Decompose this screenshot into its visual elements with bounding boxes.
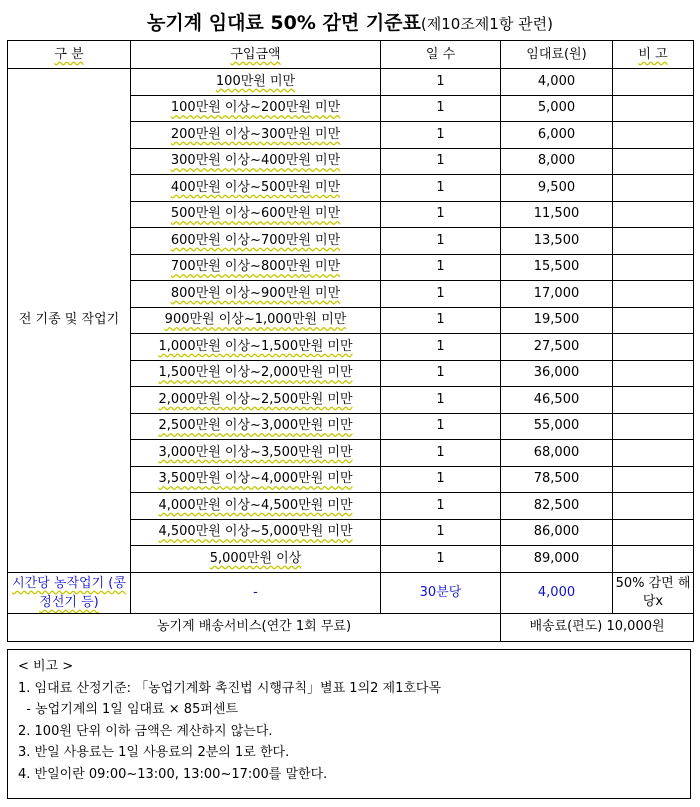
note-cell: [613, 413, 694, 440]
days-cell: 1: [381, 307, 501, 334]
hourly-row: [8, 572, 694, 613]
price-range-cell: 900만원 이상~1,000만원 미만: [131, 307, 381, 334]
days-cell: 1: [381, 201, 501, 228]
fee-cell: 6,000: [501, 122, 613, 149]
days-cell: 1: [381, 360, 501, 387]
days-cell: 1: [381, 69, 501, 96]
price-range-cell: 1,500만원 이상~2,000만원 미만: [131, 360, 381, 387]
fee-cell: 4,000: [501, 69, 613, 96]
price-range-cell: 700만원 이상~800만원 미만: [131, 254, 381, 281]
days-cell: 1: [381, 148, 501, 175]
note-cell: [613, 466, 694, 493]
fee-cell: 15,500: [501, 254, 613, 281]
table-row: [8, 69, 694, 96]
fee-table: [7, 40, 694, 642]
category-cell: 전 기종 및 작업기: [8, 69, 131, 573]
days-cell: 1: [381, 334, 501, 361]
fee-cell: 9,500: [501, 175, 613, 202]
fee-cell: 5,000: [501, 95, 613, 122]
title-main: 농기계 임대료 50% 감면 기준표: [147, 12, 421, 34]
note-cell: [613, 148, 694, 175]
fee-cell: 27,500: [501, 334, 613, 361]
fee-cell: 19,500: [501, 307, 613, 334]
price-range-cell: 5,000만원 이상: [131, 546, 381, 573]
header-fee: 임대료(원): [501, 41, 613, 69]
page-title: [0, 8, 700, 35]
days-cell: 1: [381, 546, 501, 573]
notes-heading: < 비고 >: [18, 659, 74, 674]
days-cell: 1: [381, 413, 501, 440]
days-cell: 1: [381, 95, 501, 122]
days-cell: 1: [381, 175, 501, 202]
fee-cell: 86,000: [501, 519, 613, 546]
days-cell: 1: [381, 466, 501, 493]
price-range-cell: 100만원 이상~200만원 미만: [131, 95, 381, 122]
price-range-cell: 500만원 이상~600만원 미만: [131, 201, 381, 228]
header-days: 일 수: [381, 41, 501, 69]
fee-cell: 36,000: [501, 360, 613, 387]
delivery-fee-cell: 배송료(편도) 10,000원: [501, 613, 694, 641]
note-cell: [613, 360, 694, 387]
note-cell: [613, 387, 694, 414]
note-cell: [613, 334, 694, 361]
note-cell: [613, 440, 694, 467]
note-line: 4. 반일이란 09:00~13:00, 13:00~17:00를 말한다.: [18, 766, 328, 782]
price-range-cell: 2,000만원 이상~2,500만원 미만: [131, 387, 381, 414]
note-cell: [613, 201, 694, 228]
days-cell: 1: [381, 281, 501, 308]
fee-cell: 82,500: [501, 493, 613, 520]
note-line: 3. 반일 사용료는 1일 사용료의 2분의 1로 한다.: [18, 745, 290, 760]
hourly-category-cell: 시간당 농작업기 (콩정선기 등): [8, 572, 131, 613]
days-cell: 1: [381, 228, 501, 255]
header-row: [8, 41, 694, 69]
note-line: 1. 임대료 산정기준: 「농업기계화 촉진법 시행규칙」별표 1의2 제1호다목: [18, 680, 442, 696]
note-cell: [613, 307, 694, 334]
hourly-price-cell: -: [131, 572, 381, 613]
hourly-fee-cell: 4,000: [501, 572, 613, 613]
price-range-cell: 2,500만원 이상~3,000만원 미만: [131, 413, 381, 440]
fee-cell: 55,000: [501, 413, 613, 440]
price-range-cell: 400만원 이상~500만원 미만: [131, 175, 381, 202]
days-cell: 1: [381, 493, 501, 520]
note-cell: [613, 254, 694, 281]
header-category: 구 분: [8, 41, 131, 69]
price-range-cell: 800만원 이상~900만원 미만: [131, 281, 381, 308]
note-cell: [613, 122, 694, 149]
header-note: 비 고: [613, 41, 694, 69]
delivery-row: [8, 613, 694, 641]
delivery-service-cell: 농기계 배송서비스(연간 1회 무료): [8, 613, 501, 641]
note-cell: [613, 546, 694, 573]
note-cell: [613, 493, 694, 520]
days-cell: 1: [381, 440, 501, 467]
price-range-cell: 200만원 이상~300만원 미만: [131, 122, 381, 149]
hourly-days-cell: 30분당: [381, 572, 501, 613]
fee-cell: 8,000: [501, 148, 613, 175]
price-range-cell: 4,000만원 이상~4,500만원 미만: [131, 493, 381, 520]
note-cell: [613, 69, 694, 96]
price-range-cell: 3,000만원 이상~3,500만원 미만: [131, 440, 381, 467]
note-line: - 농업기계의 1일 임대료 × 85퍼센트: [18, 702, 239, 717]
fee-cell: 78,500: [501, 466, 613, 493]
fee-cell: 11,500: [501, 201, 613, 228]
note-cell: [613, 175, 694, 202]
fee-cell: 89,000: [501, 546, 613, 573]
days-cell: 1: [381, 254, 501, 281]
price-range-cell: 600만원 이상~700만원 미만: [131, 228, 381, 255]
price-range-cell: 3,500만원 이상~4,000만원 미만: [131, 466, 381, 493]
note-cell: [613, 519, 694, 546]
notes-box: [7, 649, 691, 799]
note-cell: [613, 95, 694, 122]
price-range-cell: 4,500만원 이상~5,000만원 미만: [131, 519, 381, 546]
note-cell: [613, 281, 694, 308]
price-range-cell: 300만원 이상~400만원 미만: [131, 148, 381, 175]
days-cell: 1: [381, 519, 501, 546]
days-cell: 1: [381, 122, 501, 149]
days-cell: 1: [381, 387, 501, 414]
fee-cell: 13,500: [501, 228, 613, 255]
fee-cell: 46,500: [501, 387, 613, 414]
hourly-note-cell: 50% 감면 해당x: [613, 572, 694, 613]
note-cell: [613, 228, 694, 255]
price-range-cell: 100만원 미만: [131, 69, 381, 96]
price-range-cell: 1,000만원 이상~1,500만원 미만: [131, 334, 381, 361]
fee-cell: 17,000: [501, 281, 613, 308]
header-price: 구입금액: [131, 41, 381, 69]
note-line: 2. 100원 단위 이하 금액은 계산하지 않는다.: [18, 723, 273, 739]
fee-cell: 68,000: [501, 440, 613, 467]
title-subtitle: (제10조제1항 관련): [420, 15, 553, 33]
